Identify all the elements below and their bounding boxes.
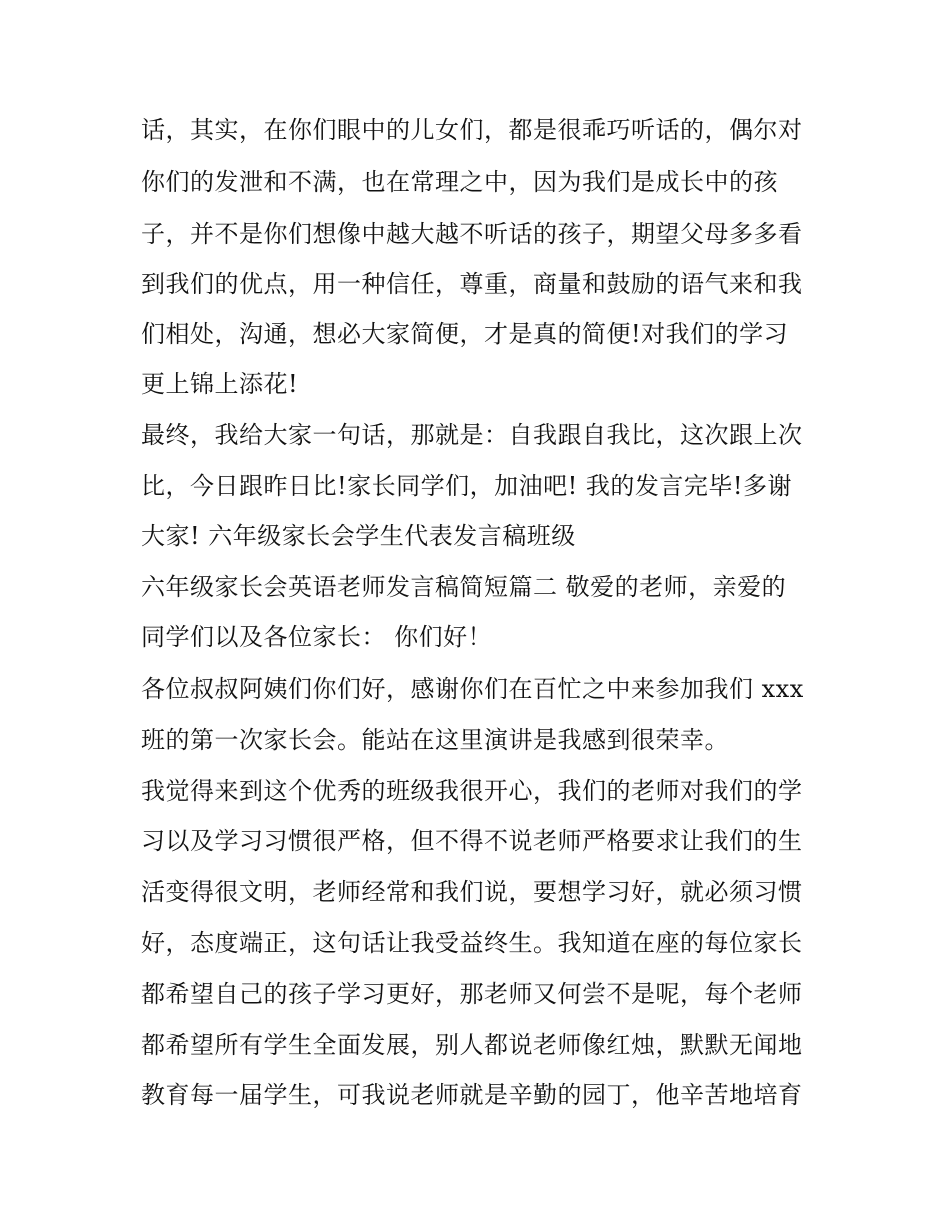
text-line: 最终，我给大家一句话，那就是：自我跟自我比，这次跟上次 xyxy=(141,421,803,449)
text-line: 六年级家长会英语老师发言稿简短篇二 敬爱的老师，亲爱的 xyxy=(141,573,787,601)
text-line: 子，并不是你们想像中越大越不听话的孩子，期望父母多多看 xyxy=(141,220,803,248)
text-line: 们相处，沟通，想必大家简便，才是真的简便!对我们的学习 xyxy=(141,320,789,348)
text-line: 更上锦上添花! xyxy=(141,370,299,398)
text-line: 我觉得来到这个优秀的班级我很开心，我们的老师对我们的学 xyxy=(141,777,803,805)
text-line: 大家! 六年级家长会学生代表发言稿班级 xyxy=(141,522,576,550)
text-line: 习以及学习习惯很严格，但不得不说老师严格要求让我们的生 xyxy=(141,827,803,855)
text-line: 都希望自己的孩子学习更好，那老师又何尝不是呢，每个老师 xyxy=(141,980,803,1008)
text-line: 比，今日跟昨日比!家长同学们，加油吧! 我的发言完毕!多谢 xyxy=(141,472,793,500)
text-line: 同学们以及各位家长： 你们好！ xyxy=(141,623,493,651)
text-line: 好，态度端正，这句话让我受益终生。我知道在座的每位家长 xyxy=(141,929,803,957)
text-line: 都希望所有学生全面发展，别人都说老师像红烛，默默无闻地 xyxy=(141,1031,803,1059)
text-line: 话，其实，在你们眼中的儿女们，都是很乖巧听话的，偶尔对 xyxy=(141,116,803,144)
text-line: 各位叔叔阿姨们你们好，感谢你们在百忙之中来参加我们 xxx xyxy=(141,675,804,703)
text-line: 班的第一次家长会。能站在这里演讲是我感到很荣幸。 xyxy=(141,726,729,754)
text-line: 教育每一届学生，可我说老师就是辛勤的园丁，他辛苦地培育 xyxy=(141,1081,803,1109)
text-line: 你们的发泄和不满，也在常理之中，因为我们是成长中的孩 xyxy=(141,168,778,196)
text-line: 活变得很文明，老师经常和我们说，要想学习好，就必须习惯 xyxy=(141,878,803,906)
text-line: 到我们的优点，用一种信任，尊重，商量和鼓励的语气来和我 xyxy=(141,270,803,298)
